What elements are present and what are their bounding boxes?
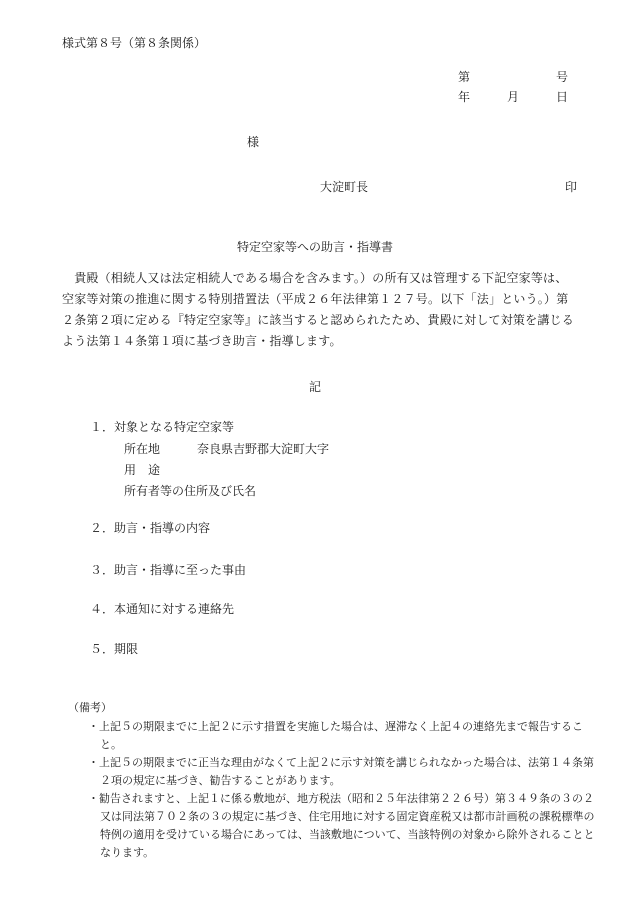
addressee-suffix: 様	[247, 135, 260, 149]
body-line: よう法第１４条第１項に基づき助言・指導します。	[62, 334, 342, 348]
item-advice-reason: ３．助言・指導に至った事由	[90, 563, 247, 577]
document-number-prefix: 第	[458, 70, 471, 84]
document-number-suffix: 号	[556, 70, 569, 84]
document-title: 特定空家等への助言・指導書	[236, 240, 393, 254]
use-label: 用 途	[124, 463, 161, 477]
body-line: 貴殿（相続人又は法定相続人である場合を含みます。）の所有又は管理する下記空家等は、	[62, 271, 568, 285]
owner-label: 所有者等の住所及び氏名	[124, 484, 257, 498]
date-month: 月	[507, 90, 520, 104]
body-paragraph	[62, 268, 582, 352]
location-label: 所在地	[124, 442, 161, 456]
item-deadline: ５．期限	[90, 642, 139, 656]
form-number: 様式第８号（第８条関係）	[62, 36, 207, 50]
body-line: 空家等対策の推進に関する特別措置法（平成２６年法律第１２７号。以下「法」という。）第	[62, 292, 569, 306]
seal-mark: 印	[565, 180, 578, 194]
item-contact: ４．本通知に対する連絡先	[90, 602, 235, 616]
location-value: 奈良県吉野郡大淀町大字	[197, 442, 330, 456]
date-day: 日	[556, 90, 569, 104]
remarks-note: ・勧告されますと、上記１に係る敷地が、地方税法（昭和２５年法律第２２６号）第３４９条の３の２又は同法第７０２条の３の規定に基づき、住宅用地に対する固定資産税又は都市計画税の課税標準の特例の適用を受けている場合にあっては、当該敷地について、当該特例の対象から除外されることとなります。	[88, 792, 595, 859]
remarks-label: （備考）	[68, 701, 112, 714]
ki-heading: 記	[308, 380, 321, 394]
item-target-property: １．対象となる特定空家等	[90, 420, 235, 434]
issuer-name: 大淀町長	[320, 180, 369, 194]
date-year: 年	[458, 90, 471, 104]
remarks-note: ・上記５の期限までに上記２に示す措置を実施した場合は、遅滞なく上記４の連絡先まで報告すること。	[88, 720, 583, 751]
remarks-note: ・上記５の期限までに正当な理由がなくて上記２に示す対策を講じられなかった場合は、法第１４条第２項の規定に基づき、勧告することがあります。	[88, 756, 594, 787]
item-advice-content: ２．助言・指導の内容	[90, 521, 211, 535]
body-line: ２条第２項に定める『特定空家等』に該当すると認められたため、貴殿に対して対策を講じる	[62, 313, 574, 327]
